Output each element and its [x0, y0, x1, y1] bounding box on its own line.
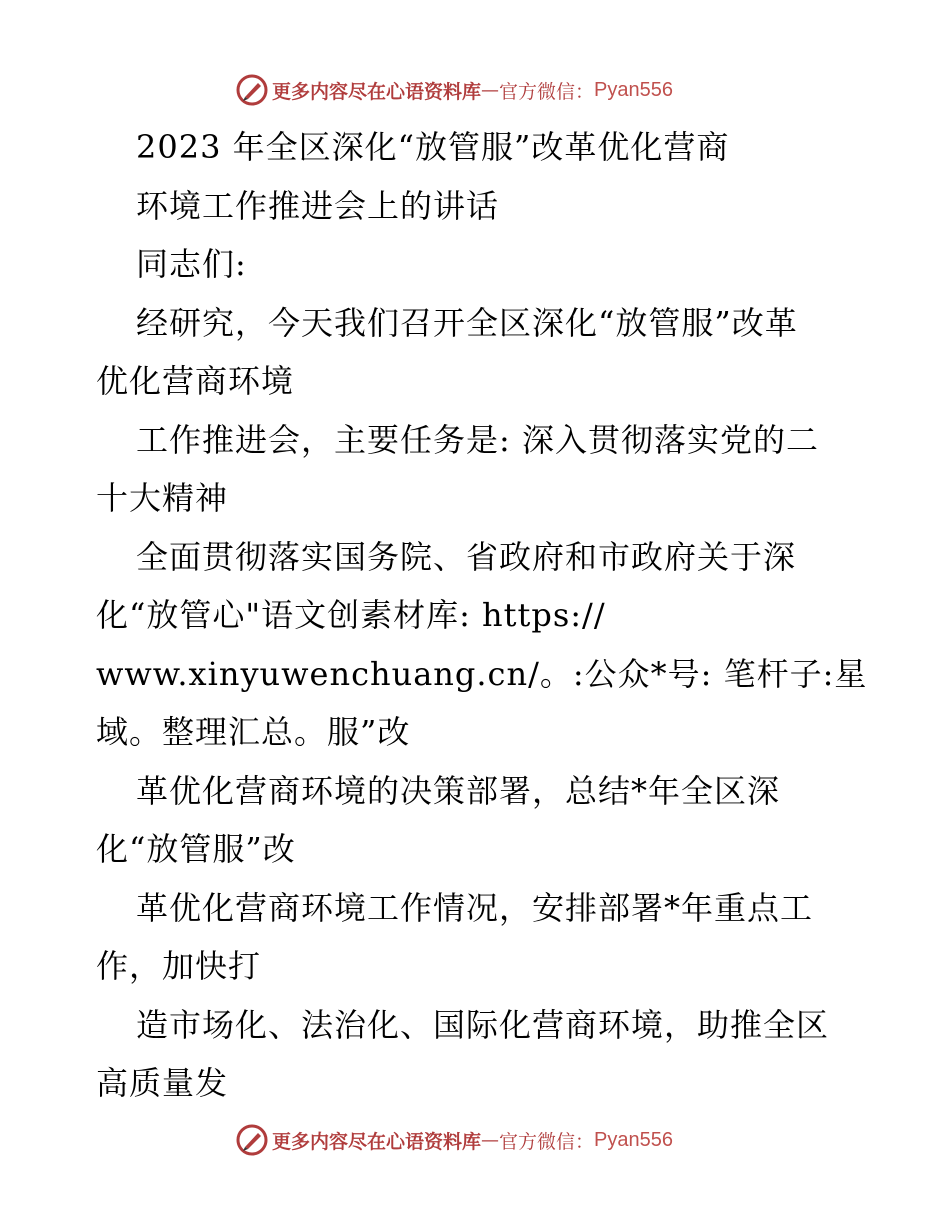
paragraph-line: 高质量发: [96, 1064, 229, 1102]
paragraph-line: 化“放管服”改: [96, 830, 296, 868]
paragraph-line: 经研究，今天我们召开全区深化“放管服”改革: [136, 303, 798, 342]
paragraph-line: 革优化营商环境工作情况，安排部署*年重点工: [136, 888, 814, 927]
document-body: [96, 118, 876, 1113]
salutation: 同志们:: [136, 245, 247, 283]
banner-main-text: 更多内容尽在心语资料库: [272, 80, 482, 103]
paragraph-line: 优化营商环境: [96, 362, 295, 400]
paragraph-line: www.xinyuwenchuang.cn/。:公众*号: 笔杆子:星: [96, 654, 868, 693]
brand-logo-icon: [236, 74, 268, 106]
paragraph-line: 工作推进会，主要任务是: 深入贯彻落实党的二: [136, 420, 819, 459]
paragraph-line: 造市场化、法治化、国际化营商环境，助推全区: [136, 1005, 830, 1044]
paragraph-line: 十大精神: [96, 479, 229, 517]
banner-separator: —: [481, 79, 500, 101]
header-watermark-banner: [236, 73, 673, 107]
paragraph-line: 域。整理汇总。服”改: [96, 713, 411, 751]
document-title-line: 环境工作推进会上的讲话: [136, 186, 500, 225]
banner-wechat-id: Pyan556: [594, 78, 673, 101]
document-title-line: 2023 年全区深化“放管服”改革优化营商: [136, 128, 730, 166]
banner-wechat-label: 官方微信：: [499, 80, 595, 103]
banner-main-text: 更多内容尽在心语资料库: [272, 1130, 482, 1153]
paragraph-line: 作，加快打: [96, 947, 262, 985]
brand-logo-icon: [236, 1124, 268, 1156]
footer-watermark-banner: [236, 1123, 673, 1157]
paragraph-line: 化“放管心"语文创素材库: https://: [96, 596, 606, 634]
banner-separator: —: [481, 1129, 500, 1151]
banner-wechat-label: 官方微信：: [499, 1130, 595, 1153]
banner-wechat-id: Pyan556: [594, 1128, 673, 1151]
paragraph-line: 革优化营商环境的决策部署，总结*年全区深: [136, 771, 781, 810]
paragraph-line: 全面贯彻落实国务院、省政府和市政府关于深: [136, 537, 797, 576]
